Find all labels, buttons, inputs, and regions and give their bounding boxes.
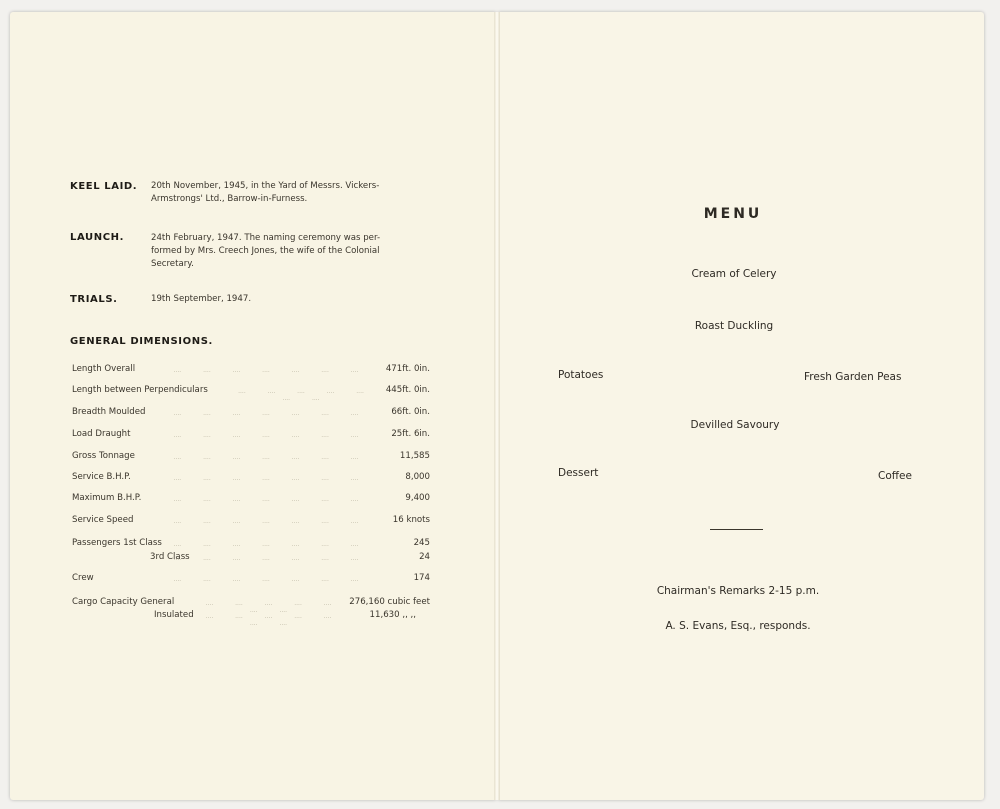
dimension-row (72, 610, 430, 627)
dimension-value: 66ft. 0in. (391, 407, 430, 417)
dimension-label: Breadth Moulded (72, 407, 146, 417)
left-page (10, 12, 496, 800)
dimension-label: Insulated (154, 610, 194, 620)
dimension-value: 245 (413, 538, 430, 548)
dimension-label: Length Overall (72, 364, 136, 374)
dimension-value: 471ft. 0in. (385, 364, 430, 374)
book-spine (494, 12, 500, 800)
leader-dots: .... .... .... .... .... .... .... (205, 600, 332, 614)
dimension-value: 445ft. 0in. (385, 385, 430, 395)
dimension-row (72, 429, 430, 441)
dimension-value: 24 (419, 552, 430, 562)
trials-text: 19th September, 1947. (151, 294, 252, 304)
dimension-value: 276,160 cubic feet (349, 597, 430, 607)
menu-item-main: Roast Duckling (694, 320, 774, 332)
dimension-row (72, 407, 430, 419)
divider (710, 529, 763, 530)
leader-dots: .... .... .... .... .... .... .... (173, 454, 359, 461)
leader-dots: .... .... .... .... .... .... .... (173, 496, 359, 503)
dimension-value: 25ft. 6in. (391, 429, 430, 439)
menu-item-coffee: Coffee (878, 470, 912, 482)
dimension-value: 174 (413, 573, 430, 583)
dimension-row (72, 385, 430, 402)
dimension-label: Load Draught (72, 429, 131, 439)
response-text: A. S. Evans, Esq., responds. (665, 620, 811, 632)
leader-dots: .... .... .... .... .... .... .... (173, 410, 359, 417)
launch-label: LAUNCH. (70, 232, 124, 243)
keel-laid-label: KEEL LAID. (70, 181, 138, 192)
menu-item-peas: Fresh Garden Peas (804, 371, 902, 383)
text-line: Armstrongs' Ltd., Barrow-in-Furness. (151, 194, 308, 204)
dimension-label: Maximum B.H.P. (72, 493, 142, 503)
menu-item-savoury: Devilled Savoury (690, 419, 780, 431)
dimension-row (72, 597, 430, 614)
dimension-row (72, 552, 430, 564)
leader-dots: .... .... .... .... .... .... .... (205, 613, 332, 627)
leader-dots: .... .... .... .... .... .... .... (173, 475, 359, 482)
dimension-label: Service B.H.P. (72, 472, 131, 482)
launch-text (151, 232, 429, 271)
text-line: Secretary. (151, 259, 194, 269)
dimension-value: 16 knots (392, 515, 430, 525)
leader-dots: .... .... .... .... .... .... .... (173, 541, 359, 548)
leader-dots: .... .... .... .... .... .... .... (238, 388, 364, 402)
leader-dots: .... .... .... .... .... .... .... (173, 432, 359, 439)
text-line: formed by Mrs. Creech Jones, the wife of the Colonial (151, 246, 380, 256)
menu-item-dessert: Dessert (558, 467, 599, 479)
dimension-value: 11,630 ,, ,, (369, 610, 416, 620)
dimension-value: 9,400 (405, 493, 430, 503)
keel-laid-text (151, 180, 379, 206)
chairman-remarks: Chairman's Remarks 2-15 p.m. (656, 585, 820, 597)
dimension-value: 8,000 (405, 472, 430, 482)
right-page (498, 12, 984, 800)
dimension-label: Service Speed (72, 515, 134, 525)
dimension-row (72, 538, 430, 550)
menu-title: MENU (703, 206, 763, 222)
leader-dots: .... .... .... .... .... .... .... (173, 555, 359, 562)
trials-label: TRIALS. (70, 294, 118, 305)
menu-item-potatoes: Potatoes (558, 369, 604, 381)
dimension-row (72, 451, 430, 463)
text-line: 20th November, 1945, in the Yard of Messrs. Vickers- (151, 181, 380, 191)
dimension-label: Passengers 1st Class (72, 538, 162, 548)
dimension-label: Cargo Capacity General (72, 597, 175, 607)
leader-dots: .... .... .... .... .... .... .... (173, 518, 359, 525)
dimension-value: 11,585 (399, 451, 430, 461)
dimension-row (72, 515, 430, 527)
dimension-label: Gross Tonnage (72, 451, 135, 461)
dimension-label: Length between Perpendiculars (72, 385, 208, 395)
text-line: 24th February, 1947. The naming ceremony was per- (151, 233, 381, 243)
dimension-row (72, 472, 430, 484)
dimensions-heading: GENERAL DIMENSIONS. (70, 336, 213, 347)
dimension-row (72, 493, 430, 505)
dimension-row (72, 364, 430, 376)
leader-dots: .... .... .... .... .... .... .... (173, 367, 359, 374)
dimension-label: Crew (72, 573, 94, 583)
dimension-row (72, 573, 430, 585)
menu-item-soup: Cream of Celery (691, 268, 777, 280)
dimension-label: 3rd Class (150, 552, 190, 562)
leader-dots: .... .... .... .... .... .... .... (173, 576, 359, 583)
